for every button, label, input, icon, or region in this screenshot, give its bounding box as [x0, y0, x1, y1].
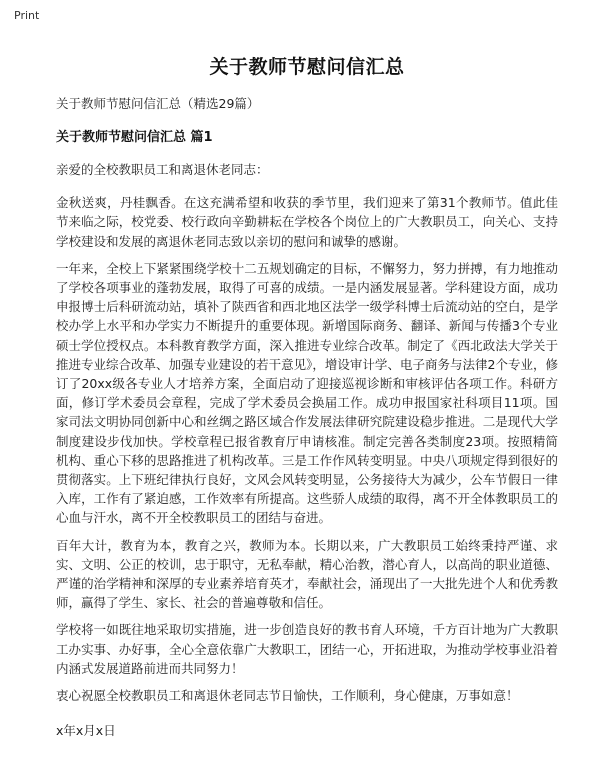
page-title: 关于教师节慰问信汇总 — [209, 56, 405, 78]
paragraph: 金秋送爽，丹桂飘香。在这充满希望和收获的季节里，我们迎来了第31个教师节。值此佳节来临之际，校党委、校行政向辛勤耕耘在学校各个岗位上的广大教职员工，向关心、支持学校建设和发展的离退休老同志致以亲切的慰问和诚挚的感谢。 — [56, 195, 558, 249]
paragraph: 衷心祝愿全校教职员工和离退休老同志节日愉快，工作顺利，身心健康，万事如意！ — [56, 688, 519, 704]
section-heading: 关于教师节慰问信汇总 篇1 — [56, 130, 213, 145]
paragraph: 百年大计，教育为本，教育之兴，教师为本。长期以来，广大教职员工始终秉持严谨、求实、文明、公正的校训，忠于职守，无私奉献，精心治教，潜心育人，以高尚的职业道德、严谨的治学精神和深厚的专业素养培育英才，奉献社会，涌现出了一大批先进个人和优秀教师，赢得了学生、家长、社会的普遍尊敬和信任。 — [56, 537, 558, 611]
greeting-line: 亲爱的全校教职员工和离退休老同志： — [56, 162, 269, 177]
document-subtitle: 关于教师节慰问信汇总（精选29篇） — [56, 96, 260, 111]
document — [56, 0, 558, 740]
print-link[interactable]: Print — [14, 9, 40, 22]
paragraph: 学校将一如既往地采取切实措施，进一步创造良好的教书育人环境，千方百计地为广大教职工办实事、办好事，全心全意依靠广大教职工，团结一心，开拓进取，为推动学校事业沿着内涵式发展道路前进而共同努力！ — [56, 622, 558, 676]
paragraph: 一年来，全校上下紧紧围绕学校十二五规划确定的目标，不懈努力，努力拼搏，有力地推动了学校各项事业的蓬勃发展，取得了可喜的成绩。一是内涵发展显著。学科建设方面，成功申报博士后科研流动站，填补了陕西省和西北地区法学一级学科博士后流动站的空白，是学校办学上水平和办学实力不断提升的重要体现。新增国际商务、翻译、新闻与传播3个专业硕士学位授权点。本科教育教学方面，深入推进专业综合改革。制定了《西北政法大学关于推进专业综合改革、加强专业建设的若干意见》，增设审计学、电子商务与法律2个专业，修订了20xx级各专业人才培养方案，全面启动了迎接巡视诊断和审核评估各项工作。科研方面，修订学术委员会章程，完成了学术委员会换届工作。成功申报国家社科项目11项。国家司法文明协同创新中心和丝绸之路区域合作发展法律研究院建设稳步推进。二是现代大学制度建设步伐加快。学校章程已报省教育厅申请核准。制定完善各类制度23项。按照精简机构、重心下移的思路推进了机构改革。三是工作作风转变明显。中央八项规定得到很好的贯彻落实。上下班纪律执行良好，文风会风转变明显，公务接待大为减少，公车节假日一律入库，工作有了紧迫感，工作效率有所提高。这些骄人成绩的取得，离不开全体教职员工的心血与汗水，离不开全校教职员工的团结与奋进。 — [56, 260, 558, 526]
date-line: x年x月x日 — [56, 723, 116, 739]
